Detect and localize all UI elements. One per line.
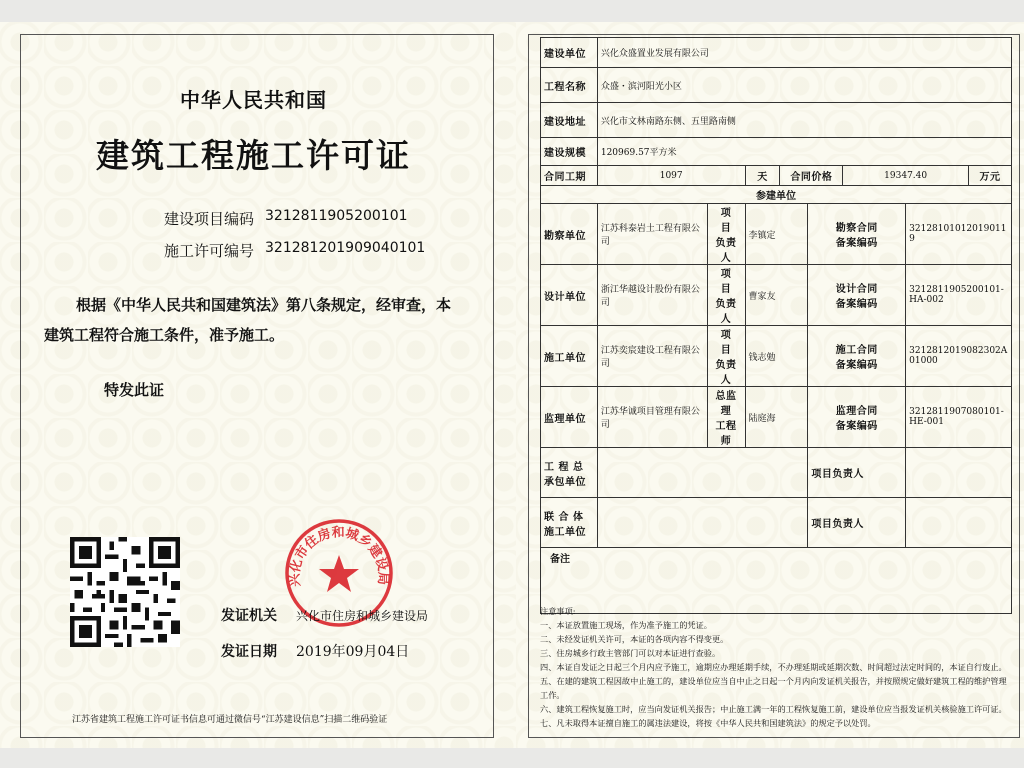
- unit-lead-label: 总监理 工程师: [707, 387, 745, 448]
- project-code-label: 建设项目编码: [164, 210, 255, 228]
- note-item: 二、未经发证机关许可，本证的各项内容不得变更。: [540, 634, 729, 644]
- price-label: 合同价格: [780, 166, 843, 186]
- permit-front-page: [0, 22, 516, 748]
- permit-detail-page: [516, 22, 1024, 748]
- unit-role: 施工单位: [541, 326, 598, 387]
- issue-date-label: 发证日期: [221, 644, 277, 660]
- address-label: 建设地址: [541, 103, 598, 138]
- notes-title: 注意事项:: [540, 606, 576, 616]
- unit-row: [541, 387, 1012, 448]
- country-title: 中华人民共和国: [180, 88, 327, 112]
- unit-row: [541, 326, 1012, 387]
- unit-lead-label: 项 目 负责人: [707, 326, 745, 387]
- gc-lead-value: [906, 448, 1012, 498]
- scale-value: 120969.57平方米: [597, 138, 1011, 166]
- unit-record: 321281010120190119: [906, 204, 1012, 265]
- note-item: 六、建筑工程恢复施工时，应当向发证机关报告；中止施工满一年的工程恢复施工前，建设单位应当报发证机关核验施工许可证。: [540, 704, 1007, 714]
- general-contractor-label: 工 程 总 承包单位: [541, 448, 598, 498]
- builder-value: 兴化众盛置业发展有限公司: [597, 38, 1011, 68]
- verify-footer: 江苏省建筑工程施工许可证书信息可通过微信号“江苏建设信息”扫描二维码验证: [72, 715, 388, 725]
- price-value: 19347.40: [843, 166, 969, 186]
- unit-record: 3212811905200101-HA-002: [906, 265, 1012, 326]
- permit-detail-table: [540, 37, 1012, 614]
- permit-body-text: 根据《中华人民共和国建筑法》第八条规定，经审查，本建筑工程符合施工条件，准予施工。: [44, 296, 452, 344]
- note-item: 七、凡未取得本证擅自施工的属违法建设，将按《中华人民共和国建筑法》的规定予以处罚。: [540, 718, 876, 728]
- unit-record: 3212811907080101-HE-001: [906, 387, 1012, 448]
- unit-role: 设计单位: [541, 265, 598, 326]
- note-item: 四、本证自发证之日起三个月内应予施工，逾期应办理延期手续，不办理延期或延期次数、时间超过法定时间的，本证自行废止。: [540, 662, 1007, 672]
- issuer-label: 发证机关: [221, 608, 277, 624]
- unit-name: 江苏科泰岩土工程有限公司: [597, 204, 707, 265]
- unit-role: 监理单位: [541, 387, 598, 448]
- unit-lead: 李镇定: [745, 204, 808, 265]
- issuer-name: 兴化市住房和城乡建设局: [296, 609, 429, 623]
- unit-row: [541, 265, 1012, 326]
- qr-code[interactable]: [70, 537, 180, 647]
- unit-lead-label: 项 目 负责人: [707, 265, 745, 326]
- joint-lead-value: [906, 498, 1012, 548]
- unit-record-label: 设计合同 备案编码: [808, 265, 906, 326]
- unit-name: 江苏华诚项目管理有限公司: [597, 387, 707, 448]
- unit-lead: 陆庭海: [745, 387, 808, 448]
- unit-record-label: 监理合同 备案编码: [808, 387, 906, 448]
- joint-lead-label: 项目负责人: [808, 498, 906, 548]
- unit-lead-label: 项 目 负责人: [707, 204, 745, 265]
- unit-role: 勘察单位: [541, 204, 598, 265]
- joint-contractor-label: 联 合 体 施工单位: [541, 498, 598, 548]
- note-item: 三、住房城乡行政主管部门可以对本证进行查验。: [540, 648, 721, 658]
- unit-record-label: 勘察合同 备案编码: [808, 204, 906, 265]
- remarks-label: 备注: [550, 554, 570, 565]
- unit-name: 浙江华越设计股份有限公司: [597, 265, 707, 326]
- scale-label: 建设规模: [541, 138, 598, 166]
- builder-label: 建设单位: [541, 38, 598, 68]
- permit-number-label: 施工许可编号: [164, 242, 255, 260]
- permit-number: 321281201909040101: [265, 240, 426, 256]
- address-value: 兴化市文林南路东侧、五里路南侧: [597, 103, 1011, 138]
- gc-lead-label: 项目负责人: [808, 448, 906, 498]
- project-name-value: 众盛・滨河阳光小区: [597, 68, 1011, 103]
- general-contractor-value: [597, 448, 808, 498]
- unit-record-label: 施工合同 备案编码: [808, 326, 906, 387]
- project-name-label: 工程名称: [541, 68, 598, 103]
- issue-date: 2019年09月04日: [296, 644, 410, 660]
- period-unit: 天: [745, 166, 780, 186]
- unit-lead: 钱志勉: [745, 326, 808, 387]
- period-value: 1097: [597, 166, 745, 186]
- price-unit: 万元: [969, 166, 1012, 186]
- note-item: 一、本证放置施工现场，作为准予施工的凭证。: [540, 620, 712, 630]
- note-item: 五、在建的建筑工程因故中止施工的，建设单位应当自中止之日起一个月内向发证机关报告，并按照规定做好建筑工程的维护管理工作。: [540, 676, 1007, 700]
- project-code: 3212811905200101: [265, 208, 408, 224]
- period-label: 合同工期: [541, 166, 598, 186]
- unit-name: 江苏奕宸建设工程有限公司: [597, 326, 707, 387]
- unit-row: [541, 204, 1012, 265]
- seal-text: 兴化市住房和城乡建设局: [287, 525, 391, 588]
- notes-section: [540, 604, 1014, 730]
- permit-title: 建筑工程施工许可证: [96, 136, 411, 175]
- unit-record: 3212812019082302A01000: [906, 326, 1012, 387]
- joint-contractor-value: [597, 498, 808, 548]
- special-issue-text: 特发此证: [104, 381, 165, 399]
- unit-lead: 曹家友: [745, 265, 808, 326]
- participants-header: 参建单位: [541, 186, 1012, 204]
